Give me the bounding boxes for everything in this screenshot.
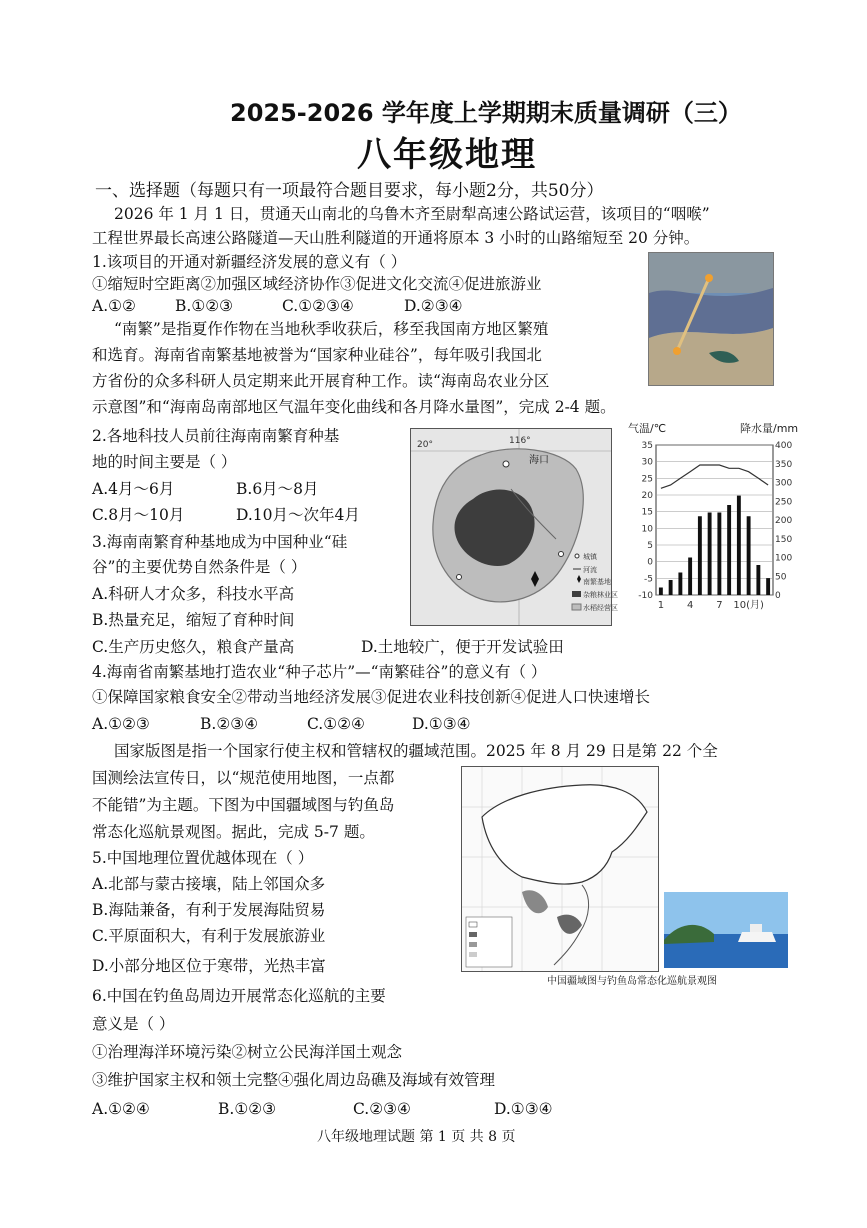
passage2-line-3: 方省份的众多科研人员定期来此开展育种工作。读“海南岛农业分区 <box>92 372 550 390</box>
chart-right-tick-label: 300 <box>775 478 793 489</box>
q4-option-c[interactable]: C.①②④ <box>307 715 365 733</box>
legend-grain: 杂粮林业区 <box>583 591 618 599</box>
chart-right-axis-title: 降水量/mm <box>740 422 799 435</box>
q3-option-c[interactable]: C.生产历史悠久，粮食产量高 <box>92 638 295 656</box>
map-city-label: 海口 <box>529 455 549 466</box>
tianshan-satellite-image <box>648 252 774 386</box>
chart-left-tick-label: 25 <box>641 474 653 485</box>
chart-precip-bar <box>688 558 692 596</box>
passage2-line-1: “南繁”是指夏作作物在当地秋季收获后，移至我国南方地区繁殖 <box>114 320 549 338</box>
q5-option-d[interactable]: D.小部分地区位于寒带，光热丰富 <box>92 957 326 975</box>
chart-right-tick-label: 350 <box>775 459 793 470</box>
q2-option-a[interactable]: A.4月～6月 <box>92 480 175 498</box>
chart-left-tick-label: 5 <box>647 541 653 551</box>
chart-right-tick-label: 50 <box>775 572 787 583</box>
q6-option-c[interactable]: C.②③④ <box>353 1100 411 1118</box>
chart-right-tick-label: 200 <box>775 516 793 526</box>
legend-base: 南繁基地 <box>583 578 611 586</box>
q5-option-a[interactable]: A.北部与蒙古接壤，陆上邻国众多 <box>92 875 326 893</box>
q2-stem-2: 地的时间主要是（ ） <box>92 453 237 471</box>
passage2-line-2: 和选育。海南省南繁基地被誉为“国家种业硅谷”，每年吸引我国北 <box>92 346 542 364</box>
section-heading: 一、选择题（每题只有一项最符合题目要求，每小题2分，共50分） <box>95 181 604 201</box>
q3-option-b[interactable]: B.热量充足，缩短了育种时间 <box>92 611 295 629</box>
chart-precip-bar <box>717 513 721 596</box>
china-map-caption: 中国疆域图与钓鱼岛常态化巡航景观图 <box>547 976 717 987</box>
chart-x-tick-label: 1 <box>657 600 665 611</box>
chart-precip-bar <box>708 513 712 596</box>
q1-option-b[interactable]: B.①②③ <box>175 297 234 315</box>
map-lat-label: 20° <box>417 440 433 450</box>
chart-left-axis-title: 气温/℃ <box>628 422 667 435</box>
chart-plot-frame <box>656 445 773 595</box>
chart-precip-bar <box>747 516 751 595</box>
q2-option-b[interactable]: B.6月～8月 <box>236 480 319 498</box>
q6-stem-1: 6.中国在钓鱼岛周边开展常态化巡航的主要 <box>92 987 386 1005</box>
chart-right-tick-label: 150 <box>775 534 793 545</box>
q5-stem: 5.中国地理位置优越体现在（ ） <box>92 849 314 867</box>
chart-x-tick-label: 4 <box>686 600 694 611</box>
q5-option-c[interactable]: C.平原面积大，有利于发展旅游业 <box>92 927 326 945</box>
diaoyu-patrol-photo <box>664 892 788 968</box>
q1-stem: 1.该项目的开通对新疆经济发展的意义有（ ） <box>92 253 407 271</box>
climate-chart <box>628 420 803 620</box>
chart-left-tick-label: -10 <box>638 591 653 601</box>
chart-precip-bar <box>727 505 731 595</box>
q2-option-d[interactable]: D.10月～次年4月 <box>236 506 360 524</box>
legend-town: 城镇 <box>583 553 597 561</box>
q3-option-d[interactable]: D.土地较广，便于开发试验田 <box>361 638 564 656</box>
chart-right-tick-label: 250 <box>775 497 793 508</box>
chart-left-tick-label: 15 <box>641 507 653 518</box>
passage5-line-4: 常态化巡航景观图。据此，完成 5-7 题。 <box>92 823 375 841</box>
chart-temperature-line <box>661 465 768 488</box>
legend-rice: 水稻经营区 <box>583 604 618 612</box>
chart-right-tick-label: 0 <box>775 591 781 601</box>
q6-option-a[interactable]: A.①②④ <box>92 1100 150 1118</box>
chart-x-tick-label: 7 <box>716 600 723 611</box>
q3-stem-2: 谷”的主要优势自然条件是（ ） <box>92 558 307 576</box>
intro-line-1: 2026 年 1 月 1 日，贯通天山南北的乌鲁木齐至尉犁高速公路试运营，该项目的“咽喉” <box>114 205 710 223</box>
legend-river: 河流 <box>583 566 597 574</box>
q1-option-a[interactable]: A.①② <box>92 297 136 315</box>
q2-stem-1: 2.各地科技人员前往海南南繁育种基 <box>92 427 340 445</box>
q4-option-d[interactable]: D.①③④ <box>412 715 471 733</box>
chart-x-tick-label: 10(月) <box>733 600 764 611</box>
chart-precip-bar <box>698 516 702 595</box>
q1-option-c[interactable]: C.①②③④ <box>282 297 354 315</box>
chart-right-tick-label: 400 <box>775 441 793 451</box>
q4-option-b[interactable]: B.②③④ <box>200 715 259 733</box>
q3-stem-1: 3.海南南繁育种基地成为中国种业“硅 <box>92 533 348 551</box>
page-footer: 八年级地理试题 第 1 页 共 8 页 <box>317 1129 516 1145</box>
map-lon-label: 116° <box>509 436 531 446</box>
q6-option-d[interactable]: D.①③④ <box>494 1100 553 1118</box>
chart-precip-bar <box>766 578 770 595</box>
q1-items: ①缩短时空距离②加强区域经济协作③促进文化交流④促进旅游业 <box>92 275 542 293</box>
hainan-agriculture-map <box>410 428 618 626</box>
q1-option-d[interactable]: D.②③④ <box>404 297 463 315</box>
passage5-line-3: 不能错”为主题。下图为中国疆域图与钓鱼岛 <box>92 796 395 814</box>
intro-line-2: 工程世界最长高速公路隧道—天山胜利隧道的开通将原本 3 小时的山路缩短至 20 分钟。 <box>92 229 700 247</box>
q6-option-b[interactable]: B.①②③ <box>218 1100 277 1118</box>
chart-left-tick-label: 35 <box>641 441 653 451</box>
chart-precip-bar <box>669 580 673 595</box>
q5-option-b[interactable]: B.海陆兼备，有利于发展海陆贸易 <box>92 901 326 919</box>
exam-title: 2025-2026 学年度上学期期末质量调研（三） <box>230 99 742 127</box>
q4-option-a[interactable]: A.①②③ <box>92 715 150 733</box>
chart-precip-bar <box>659 588 663 596</box>
q6-items-1: ①治理海洋环境污染②树立公民海洋国土观念 <box>92 1043 403 1061</box>
china-territory-map <box>461 766 659 972</box>
chart-left-tick-label: 0 <box>647 557 653 568</box>
q4-items: ①保障国家粮食安全②带动当地经济发展③促进农业科技创新④促进人口快速增长 <box>92 688 651 706</box>
chart-precip-bar <box>737 496 741 595</box>
subject-title: 八年级地理 <box>357 135 537 175</box>
q4-stem: 4.海南省南繁基地打造农业“种子芯片”—“南繁硅谷”的意义有（ ） <box>92 663 547 681</box>
chart-precip-bar <box>678 573 682 596</box>
passage2-line-4: 示意图”和“海南岛南部地区气温年变化曲线和各月降水量图”，完成 2-4 题。 <box>92 398 616 416</box>
chart-left-tick-label: 20 <box>641 491 653 501</box>
q3-option-a[interactable]: A.科研人才众多，科技水平高 <box>92 585 295 603</box>
chart-left-tick-label: 30 <box>641 457 653 468</box>
chart-right-tick-label: 100 <box>775 553 793 564</box>
passage5-line-2: 国测绘法宣传日，以“规范使用地图，一点都 <box>92 769 395 787</box>
q6-items-2: ③维护国家主权和领土完整④强化周边岛礁及海域有效管理 <box>92 1071 496 1089</box>
q6-stem-2: 意义是（ ） <box>92 1015 175 1033</box>
chart-left-tick-label: 10 <box>641 524 653 535</box>
passage5-line-1: 国家版图是指一个国家行使主权和管辖权的疆域范围。2025 年 8 月 29 日是第 22 个全 <box>114 742 718 760</box>
q2-option-c[interactable]: C.8月～10月 <box>92 506 185 524</box>
chart-precip-bar <box>756 565 760 595</box>
chart-left-tick-label: -5 <box>644 574 653 585</box>
